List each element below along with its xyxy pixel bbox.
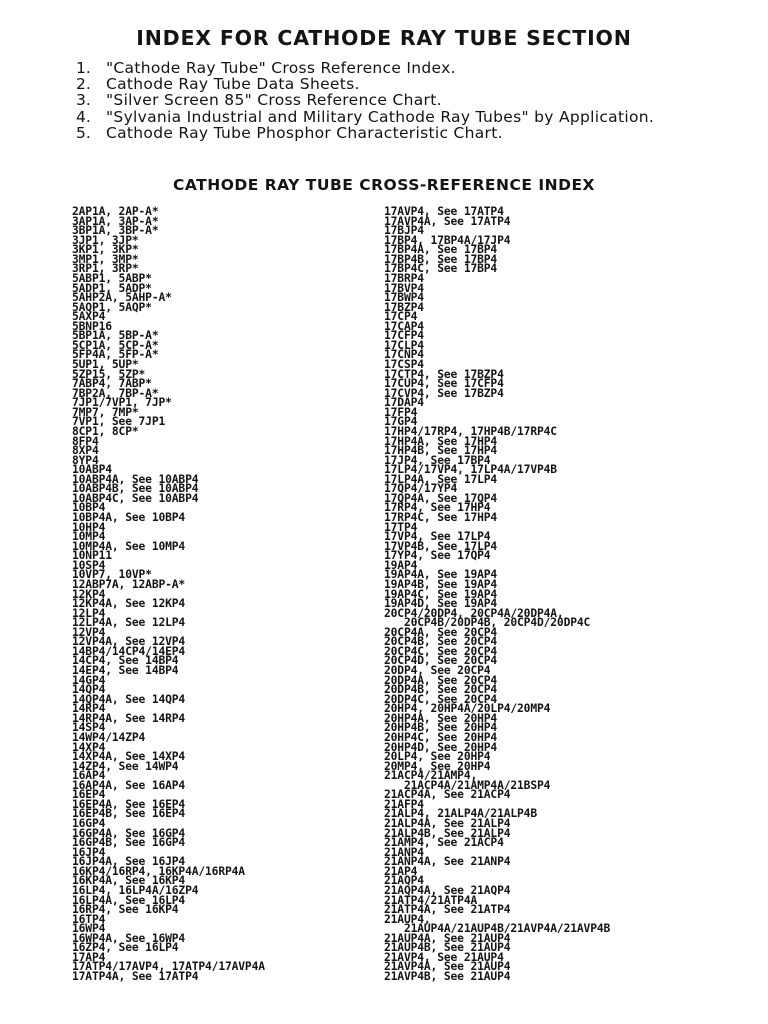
index-entry: 21ANP4 bbox=[384, 845, 424, 859]
index-entry: 21ACP4A, See 21ACP4 bbox=[384, 788, 511, 802]
index-entry: 17BP4A, See 17BP4 bbox=[384, 243, 498, 257]
index-entry: 21AUP4A, See 21AUP4 bbox=[384, 931, 511, 945]
index-entry: 5AXP4 bbox=[72, 310, 106, 324]
index-entry: 17BP4B, See 17BP4 bbox=[384, 252, 498, 266]
index-entry: 21ATP4/21ATP4A bbox=[384, 893, 478, 907]
contents-item-number: 2. bbox=[76, 75, 91, 94]
contents-item bbox=[76, 60, 696, 76]
index-entry: 10BP4 bbox=[72, 501, 106, 515]
index-entry: 16JP4A, See 16JP4 bbox=[72, 855, 186, 869]
index-entry: 19AP4D, See 19AP4 bbox=[384, 597, 498, 611]
index-entry: 17CP4 bbox=[384, 310, 418, 324]
contents-item-number: 1. bbox=[76, 59, 91, 77]
index-entry: 8CP1, 8CP* bbox=[72, 424, 139, 438]
index-entry: 17BP4, 17BP4A/17JP4 bbox=[384, 233, 511, 247]
index-entry: 21AP4 bbox=[384, 864, 418, 878]
index-entry: 8XP4 bbox=[72, 444, 99, 458]
index-entry: 21ATP4A, See 21ATP4 bbox=[384, 903, 511, 917]
index-entry: 10ABP4A, See 10ABP4 bbox=[72, 472, 199, 486]
contents-item-text: Cathode Ray Tube Phosphor Characteristic Chart. bbox=[106, 123, 503, 142]
index-entry: 16KP4A, See 16KP4 bbox=[72, 874, 186, 888]
index-entry: 3RP1, 3RP* bbox=[72, 262, 139, 276]
index-entry: 17VP4, See 17LP4 bbox=[384, 530, 491, 544]
index-entry: 21AVP4A, See 21AUP4 bbox=[384, 960, 511, 974]
index-entry: 19AP4 bbox=[384, 558, 418, 572]
index-entry: 7BP2A, 7BP-A* bbox=[72, 386, 159, 400]
index-entry: 16ZP4, See 16LP4 bbox=[72, 941, 179, 955]
index-entry: 20CP4A, See 20CP4 bbox=[384, 625, 498, 639]
index-right-column bbox=[384, 207, 684, 982]
index-entry: 10ABP4 bbox=[72, 463, 112, 477]
index-entry: 10ABP4B, See 10ABP4 bbox=[72, 482, 199, 496]
index-entry: 19AP4C, See 19AP4 bbox=[384, 587, 498, 601]
index-entry: 20DP4A, See 20CP4 bbox=[384, 673, 498, 687]
contents-item-number: 3. bbox=[76, 91, 91, 110]
index-entry: 8FP4 bbox=[72, 434, 99, 448]
index-entry: 17VP4B, See 17LP4 bbox=[384, 539, 498, 553]
index-entry: 10HP4 bbox=[72, 520, 106, 534]
index-entry: 3KP1, 3KP* bbox=[72, 243, 139, 257]
index-left-column bbox=[72, 207, 372, 982]
contents-item-text: "Cathode Ray Tube" Cross Reference Index. bbox=[106, 59, 456, 77]
index-entry: 17BWP4 bbox=[384, 291, 424, 305]
index-entry: 17YP4, See 17QP4 bbox=[384, 549, 491, 563]
index-entry: 17HP4A, See 17HP4 bbox=[384, 434, 498, 448]
index-entry: 3AP1A, 3AP-A* bbox=[72, 214, 159, 228]
index-entry: 12KP4 bbox=[72, 587, 106, 601]
index-title: CATHODE RAY TUBE CROSS-REFERENCE INDEX bbox=[172, 176, 595, 194]
index-entry: 21ACP4/21AMP4, bbox=[384, 769, 478, 783]
index-entry: 17LP4/17VP4, 17LP4A/17VP4B bbox=[384, 463, 557, 477]
index-entry: 20LP4, See 20HP4 bbox=[384, 750, 491, 764]
contents-item bbox=[76, 109, 696, 125]
index-entry: 20CP4C, See 20CP4 bbox=[384, 644, 498, 658]
index-entry: 16EP4A, See 16EP4 bbox=[72, 797, 186, 811]
index-entry: 10NP11 bbox=[72, 549, 112, 563]
index-entry: 5CP1A, 5CP-A* bbox=[72, 338, 159, 352]
index-entry: 21AQP4 bbox=[384, 874, 424, 888]
index-entry: 16LP4, 16LP4A/16ZP4 bbox=[72, 883, 199, 897]
index-entry: 17CVP4, See 17BZP4 bbox=[384, 386, 504, 400]
index-entry: 17ATP4A, See 17ATP4 bbox=[72, 970, 199, 983]
index-entry: 17FP4 bbox=[384, 405, 418, 419]
index-entry: 16JP4 bbox=[72, 845, 106, 859]
index-entry: 16KP4/16RP4, 16KP4A/16RP4A bbox=[72, 864, 245, 878]
index-entry: 16LP4A, See 16LP4 bbox=[72, 893, 186, 907]
index-entry: 3MP1, 3MP* bbox=[72, 252, 139, 266]
index-entry: 12LP4 bbox=[72, 606, 106, 620]
index-entry: 17RP4, See 17HP4 bbox=[384, 501, 491, 515]
index-entry: 14ZP4, See 14WP4 bbox=[72, 759, 179, 773]
index-entry: 14CP4, See 14BP4 bbox=[72, 654, 179, 668]
contents-item-number: 5. bbox=[76, 123, 91, 142]
index-entry: 10BP4A, See 10BP4 bbox=[72, 511, 186, 524]
index-entry: 3BP1A, 3BP-A* bbox=[72, 224, 159, 238]
index-entry: 20CP4B/20DP4B, 20CP4D/20DP4C bbox=[384, 616, 591, 630]
contents-item bbox=[76, 76, 696, 92]
index-entry: 21ALP4, 21ALP4A/21ALP4B bbox=[384, 807, 537, 821]
index-entry: 7ABP4, 7ABP* bbox=[72, 377, 152, 391]
index-entry: 17QP4A, See 17QP4 bbox=[384, 491, 498, 505]
index-entry: 20CP4D, See 20CP4 bbox=[384, 654, 498, 668]
index-entry: 14QP4 bbox=[72, 683, 106, 697]
index-entry: 20HP4A, See 20HP4 bbox=[384, 711, 498, 725]
index-entry: 17GP4 bbox=[384, 415, 418, 429]
index-entry: 20MP4, See 20HP4 bbox=[384, 759, 491, 773]
index-entry: 17AVP4, See 17ATP4 bbox=[384, 205, 504, 218]
index-entry: 5UP1, 5UP* bbox=[72, 358, 139, 371]
index-entry: 5ZP15, 5ZP* bbox=[72, 367, 146, 381]
index-entry: 17CUP4, See 17CFP4 bbox=[384, 377, 504, 391]
index-entry: 17CFP4 bbox=[384, 329, 424, 343]
index-entry: 20CP4/20DP4, 20CP4A/20DP4A, bbox=[384, 606, 564, 620]
contents-item bbox=[76, 92, 696, 108]
index-entry: 14GP4 bbox=[72, 673, 106, 687]
index-entry: 14XP4 bbox=[72, 740, 106, 754]
index-entry: 20DP4C, See 20CP4 bbox=[384, 692, 498, 706]
index-entry: 10VP7, 10VP* bbox=[72, 568, 152, 582]
index-entry: 14WP4/14ZP4 bbox=[72, 730, 146, 744]
index-entry: 20HP4, 20HP4A/20LP4/20MP4 bbox=[384, 702, 551, 716]
index-entry: 14EP4, See 14BP4 bbox=[72, 664, 179, 677]
index-entry: 17DAP4 bbox=[384, 396, 424, 410]
index-entry: 21AVP4, See 21AUP4 bbox=[384, 950, 504, 964]
index-entry: 16GP4 bbox=[72, 817, 106, 830]
index-entry: 17AP4 bbox=[72, 950, 106, 964]
index-entry: 12VP4 bbox=[72, 625, 106, 639]
index-entry: 21AMP4, See 21ACP4 bbox=[384, 836, 504, 850]
index-entry: 16AP4 bbox=[72, 769, 106, 783]
index-entry: 17CAP4 bbox=[384, 319, 424, 333]
index-entry: 19AP4B, See 19AP4 bbox=[384, 577, 498, 591]
index-entry: 10MP4A, See 10MP4 bbox=[72, 539, 186, 553]
index-entry: 17CSP4 bbox=[384, 358, 424, 371]
index-entry: 14SP4 bbox=[72, 721, 106, 735]
index-entry: 20CP4B, See 20CP4 bbox=[384, 635, 498, 649]
index-entry: 16EP4 bbox=[72, 788, 106, 802]
index-entry: 17HP4B, See 17HP4 bbox=[384, 444, 498, 458]
index-entry: 19AP4A, See 19AP4 bbox=[384, 568, 498, 582]
index-entry: 7MP7, 7MP* bbox=[72, 405, 139, 419]
index-entry: 14BP4/14CP4/14EP4 bbox=[72, 644, 186, 658]
index-entry: 7VP1, See 7JP1 bbox=[72, 415, 166, 429]
index-entry: 17BVP4 bbox=[384, 281, 424, 295]
index-entry: 20HP4B, See 20HP4 bbox=[384, 721, 498, 735]
index-entry: 21ALP4A, See 21ALP4 bbox=[384, 817, 511, 830]
index-entry: 16EP4B, See 16EP4 bbox=[72, 807, 186, 821]
index-entry: 5BNP16 bbox=[72, 319, 112, 333]
index-entry: 2AP1A, 2AP-A* bbox=[72, 205, 159, 218]
index-entry: 20HP4C, See 20HP4 bbox=[384, 730, 498, 744]
index-entry: 17LP4A, See 17LP4 bbox=[384, 472, 498, 486]
index-entry: 17CTP4, See 17BZP4 bbox=[384, 367, 504, 381]
contents-item-text: "Sylvania Industrial and Military Cathode Ray Tubes" by Application. bbox=[106, 107, 655, 126]
index-entry: 10SP4 bbox=[72, 558, 106, 572]
index-entry: 21ALP4B, See 21ALP4 bbox=[384, 826, 511, 840]
index-entry: 10ABP4C, See 10ABP4 bbox=[72, 491, 199, 505]
index-entry: 21AUP4, bbox=[384, 912, 431, 926]
index-entry: 17CNP4 bbox=[384, 348, 424, 362]
section-contents-list bbox=[76, 60, 696, 141]
index-entry: 21ANP4A, See 21ANP4 bbox=[384, 855, 511, 869]
index-entry: 17ATP4/17AVP4, 17ATP4/17AVP4A bbox=[72, 960, 265, 974]
index-entry: 17JP4, See 17BP4 bbox=[384, 453, 491, 467]
index-entry: 7JP1/7VP1, 7JP* bbox=[72, 396, 172, 410]
index-entry: 5AQP1, 5AQP* bbox=[72, 300, 152, 314]
contents-item-text: "Silver Screen 85" Cross Reference Chart. bbox=[106, 91, 442, 110]
index-entry: 17RP4C, See 17HP4 bbox=[384, 511, 498, 524]
contents-item-number: 4. bbox=[76, 107, 91, 126]
contents-item bbox=[76, 125, 696, 141]
index-entry: 17BP4C, See 17BP4 bbox=[384, 262, 498, 276]
index-entry: 14XP4A, See 14XP4 bbox=[72, 750, 186, 764]
index-entry: 17QP4/17YP4 bbox=[384, 482, 458, 496]
index-entry: 17BZP4 bbox=[384, 300, 424, 314]
index-entry: 12LP4A, See 12LP4 bbox=[72, 616, 186, 630]
index-entry: 14QP4A, See 14QP4 bbox=[72, 692, 186, 706]
index-entry: 5ABP1, 5ABP* bbox=[72, 271, 152, 285]
index-entry: 16GP4A, See 16GP4 bbox=[72, 826, 186, 840]
contents-item-text: Cathode Ray Tube Data Sheets. bbox=[106, 75, 360, 94]
index-entry: 21AQP4A, See 21AQP4 bbox=[384, 883, 511, 897]
index-entry: 5FP4A, 5FP-A* bbox=[72, 348, 159, 362]
index-entry: 16TP4 bbox=[72, 912, 106, 926]
index-entry: 20DP4B, See 20CP4 bbox=[384, 683, 498, 697]
index-entry: 8YP4 bbox=[72, 453, 99, 467]
index-entry: 21AFP4 bbox=[384, 797, 424, 811]
index-entry: 20DP4, See 20CP4 bbox=[384, 664, 491, 677]
index-entry: 21ACP4A/21AMP4A/21BSP4 bbox=[384, 778, 551, 792]
index-entry: 10MP4 bbox=[72, 530, 106, 544]
index-entry: 17BRP4 bbox=[384, 271, 424, 285]
index-entry: 20HP4D, See 20HP4 bbox=[384, 740, 498, 754]
index-entry: 17BJP4 bbox=[384, 224, 424, 238]
index-entry: 5ADP1, 5ADP* bbox=[72, 281, 152, 295]
index-entry: 21AVP4B, See 21AUP4 bbox=[384, 970, 511, 983]
index-entry: 21AUP4B, See 21AUP4 bbox=[384, 941, 511, 955]
index-entry: 17HP4/17RP4, 17HP4B/17RP4C bbox=[384, 424, 557, 438]
index-entry: 14RP4A, See 14RP4 bbox=[72, 711, 186, 725]
index-entry: 16AP4A, See 16AP4 bbox=[72, 778, 186, 792]
index-entry: 21AUP4A/21AUP4B/21AVP4A/21AVP4B bbox=[384, 922, 611, 936]
index-entry: 17CLP4 bbox=[384, 338, 424, 352]
index-entry: 12ABP7A, 12ABP-A* bbox=[72, 577, 186, 591]
index-entry: 12VP4A, See 12VP4 bbox=[72, 635, 186, 649]
index-entry: 16WP4 bbox=[72, 922, 106, 936]
index-entry: 12KP4A, See 12KP4 bbox=[72, 597, 186, 611]
index-entry: 5BP1A, 5BP-A* bbox=[72, 329, 159, 343]
page-title: INDEX FOR CATHODE RAY TUBE SECTION bbox=[136, 26, 632, 50]
index-entry: 14RP4 bbox=[72, 702, 106, 716]
index-entry: 17TP4 bbox=[384, 520, 418, 534]
index-entry: 16WP4A, See 16WP4 bbox=[72, 931, 186, 945]
index-entry: 17AVP4A, See 17ATP4 bbox=[384, 214, 511, 228]
index-entry: 5AHP2A, 5AHP-A* bbox=[72, 291, 172, 305]
index-entry: 3JP1, 3JP* bbox=[72, 233, 139, 247]
index-entry: 16GP4B, See 16GP4 bbox=[72, 836, 186, 850]
index-entry: 16RP4, See 16KP4 bbox=[72, 903, 179, 917]
